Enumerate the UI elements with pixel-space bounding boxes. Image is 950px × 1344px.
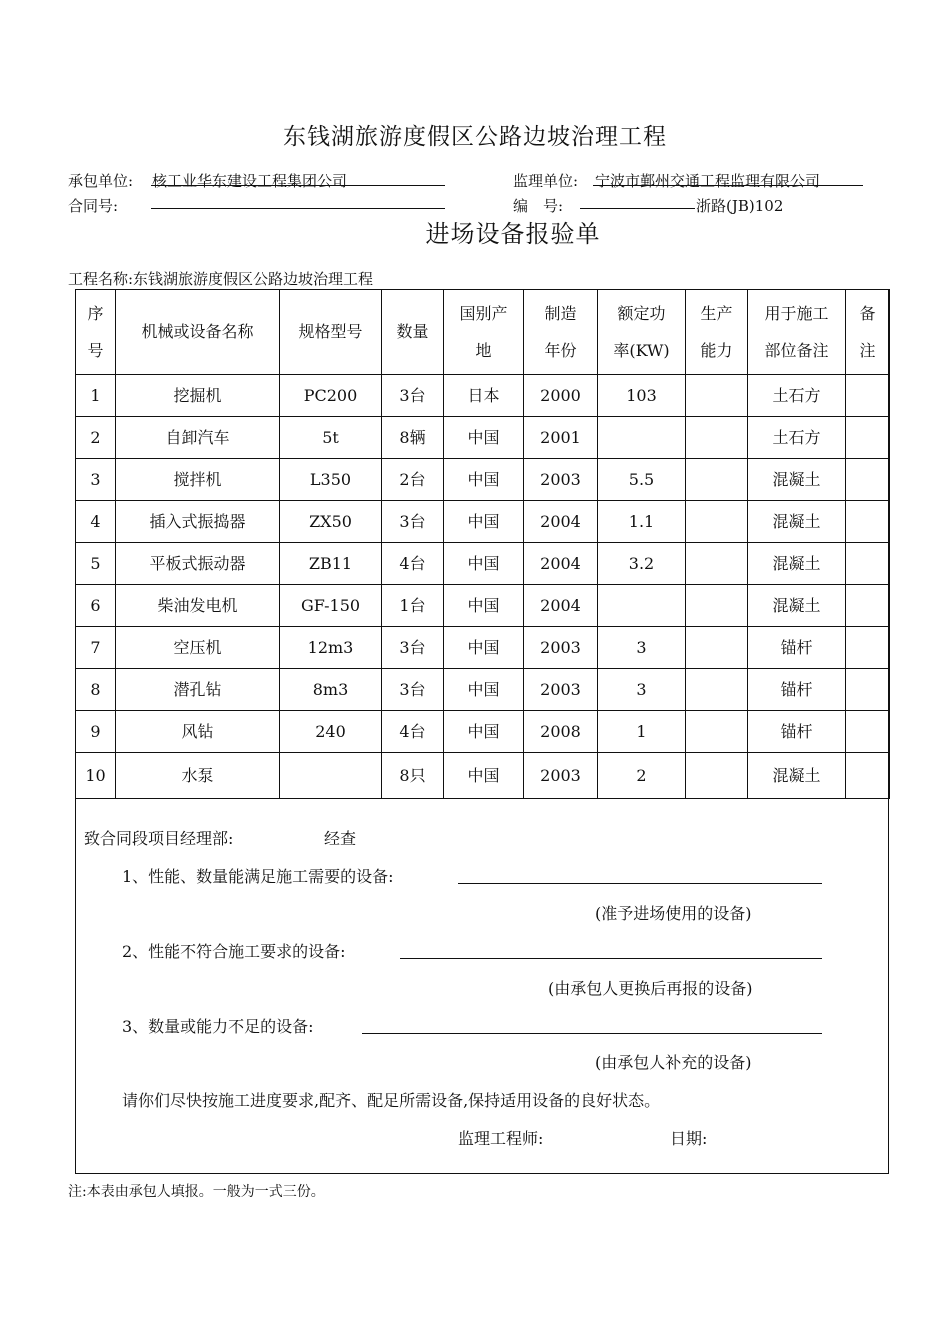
cell-usage: 混凝土 [748,459,846,501]
cell-year: 2004 [524,543,598,585]
col-header-remarks: 备 注 [846,290,890,375]
cell-remarks [846,459,890,501]
table-row [76,669,890,711]
cell-year: 2000 [524,375,598,417]
supervisor-label: 监理单位: [513,172,579,190]
cell-usage: 土石方 [748,375,846,417]
contractor-value: 核工业华东建设工程集团公司 [152,172,348,190]
cell-model: 12m3 [280,627,382,669]
code-underline [580,208,695,209]
cell-origin: 中国 [444,417,524,459]
cell-year: 2003 [524,753,598,799]
cell-usage: 锚杆 [748,711,846,753]
supervisor-value: 宁波市鄞州交通工程监理有限公司 [595,172,821,190]
table-row [76,711,890,753]
item-3-fill-line [362,1033,822,1034]
col-header-index: 序 号 [76,290,116,375]
cell-quantity: 1台 [382,585,444,627]
cell-capacity [686,753,748,799]
cell-capacity [686,543,748,585]
table-row [76,627,890,669]
form-title: 进场设备报验单 [425,220,601,248]
cell-name: 风钻 [116,711,280,753]
project-name: 工程名称:东钱湖旅游度假区公路边坡治理工程 [68,270,374,288]
cell-index: 2 [76,417,116,459]
cell-index: 4 [76,501,116,543]
contractor-underline [151,185,445,186]
review-item-1-note: (准予进场使用的设备) [595,904,752,923]
cell-index: 9 [76,711,116,753]
cell-capacity [686,459,748,501]
cell-name: 潜孔钻 [116,669,280,711]
cell-capacity [686,417,748,459]
review-item-1: 1、性能、数量能满足施工需要的设备: [122,867,394,886]
cell-usage: 混凝土 [748,543,846,585]
cell-model: L350 [280,459,382,501]
cell-name: 自卸汽车 [116,417,280,459]
cell-quantity: 3台 [382,669,444,711]
cell-quantity: 8辆 [382,417,444,459]
cell-year: 2004 [524,585,598,627]
cell-origin: 日本 [444,375,524,417]
footnote: 注:本表由承包人填报。一般为一式三份。 [68,1184,325,1200]
cell-power: 1 [598,711,686,753]
cell-remarks [846,501,890,543]
cell-quantity: 4台 [382,711,444,753]
cell-name: 水泵 [116,753,280,799]
cell-power: 5.5 [598,459,686,501]
cell-model [280,753,382,799]
table-row [76,417,890,459]
cell-model: 5t [280,417,382,459]
cell-quantity: 8只 [382,753,444,799]
cell-remarks [846,753,890,799]
col-header-name: 机械或设备名称 [116,290,280,375]
cell-capacity [686,501,748,543]
cell-remarks [846,711,890,753]
cell-name: 搅拌机 [116,459,280,501]
supervisor-underline [593,185,863,186]
cell-name: 平板式振动器 [116,543,280,585]
review-checked: 经查 [324,829,357,848]
cell-origin: 中国 [444,459,524,501]
cell-quantity: 3台 [382,501,444,543]
col-header-usage: 用于施工 部位备注 [748,290,846,375]
cell-model: ZB11 [280,543,382,585]
code-label: 编 号: [513,197,564,215]
cell-capacity [686,711,748,753]
review-request: 请你们尽快按施工进度要求,配齐、配足所需设备,保持适用设备的良好状态。 [122,1091,661,1110]
cell-year: 2003 [524,669,598,711]
cell-origin: 中国 [444,501,524,543]
cell-year: 2008 [524,711,598,753]
cell-year: 2001 [524,417,598,459]
cell-year: 2004 [524,501,598,543]
table-row [76,585,890,627]
cell-model: ZX50 [280,501,382,543]
engineer-label: 监理工程师: [458,1129,544,1148]
cell-model: 240 [280,711,382,753]
col-header-model: 规格型号 [280,290,382,375]
table-row [76,753,890,799]
cell-power: 1.1 [598,501,686,543]
cell-index: 1 [76,375,116,417]
cell-capacity [686,375,748,417]
review-item-3: 3、数量或能力不足的设备: [122,1017,314,1036]
date-label: 日期: [670,1129,708,1148]
cell-year: 2003 [524,459,598,501]
cell-capacity [686,585,748,627]
cell-origin: 中国 [444,753,524,799]
table-header-row [76,290,890,375]
cell-remarks [846,375,890,417]
cell-name: 挖掘机 [116,375,280,417]
cell-model: PC200 [280,375,382,417]
cell-capacity [686,669,748,711]
contract-label: 合同号: [68,197,119,215]
table-row [76,543,890,585]
col-header-capacity: 生产 能力 [686,290,748,375]
col-header-origin: 国别产 地 [444,290,524,375]
review-item-2: 2、性能不符合施工要求的设备: [122,942,346,961]
cell-origin: 中国 [444,627,524,669]
review-item-3-note: (由承包人补充的设备) [595,1053,752,1072]
cell-model: GF-150 [280,585,382,627]
contract-underline [151,208,445,209]
cell-year: 2003 [524,627,598,669]
cell-origin: 中国 [444,585,524,627]
cell-name: 柴油发电机 [116,585,280,627]
item-1-fill-line [458,883,822,884]
cell-index: 7 [76,627,116,669]
cell-power: 2 [598,753,686,799]
cell-quantity: 4台 [382,543,444,585]
cell-usage: 混凝土 [748,585,846,627]
cell-origin: 中国 [444,543,524,585]
review-item-2-note: (由承包人更换后再报的设备) [548,979,753,998]
cell-index: 6 [76,585,116,627]
cell-index: 5 [76,543,116,585]
cell-power [598,417,686,459]
review-addressee: 致合同段项目经理部: [84,829,234,848]
cell-remarks [846,627,890,669]
table-row [76,375,890,417]
cell-quantity: 3台 [382,375,444,417]
cell-name: 空压机 [116,627,280,669]
cell-usage: 混凝土 [748,753,846,799]
cell-usage: 土石方 [748,417,846,459]
table-row [76,501,890,543]
contractor-label: 承包单位: [68,172,134,190]
cell-usage: 锚杆 [748,627,846,669]
cell-power [598,585,686,627]
document-title: 东钱湖旅游度假区公路边坡治理工程 [283,124,667,150]
cell-index: 8 [76,669,116,711]
item-2-fill-line [400,958,822,959]
cell-name: 插入式振捣器 [116,501,280,543]
cell-capacity [686,627,748,669]
cell-index: 3 [76,459,116,501]
cell-remarks [846,585,890,627]
equipment-table [75,289,890,799]
code-value: 浙路(JB)102 [696,197,784,215]
cell-origin: 中国 [444,711,524,753]
col-header-year: 制造 年份 [524,290,598,375]
cell-index: 10 [76,753,116,799]
cell-remarks [846,543,890,585]
cell-power: 3 [598,627,686,669]
cell-power: 3 [598,669,686,711]
table-row [76,459,890,501]
cell-usage: 混凝土 [748,501,846,543]
cell-origin: 中国 [444,669,524,711]
col-header-quantity: 数量 [382,290,444,375]
cell-quantity: 3台 [382,627,444,669]
cell-usage: 锚杆 [748,669,846,711]
cell-model: 8m3 [280,669,382,711]
cell-remarks [846,669,890,711]
cell-power: 3.2 [598,543,686,585]
cell-power: 103 [598,375,686,417]
col-header-power: 额定功 率(KW) [598,290,686,375]
cell-quantity: 2台 [382,459,444,501]
cell-remarks [846,417,890,459]
